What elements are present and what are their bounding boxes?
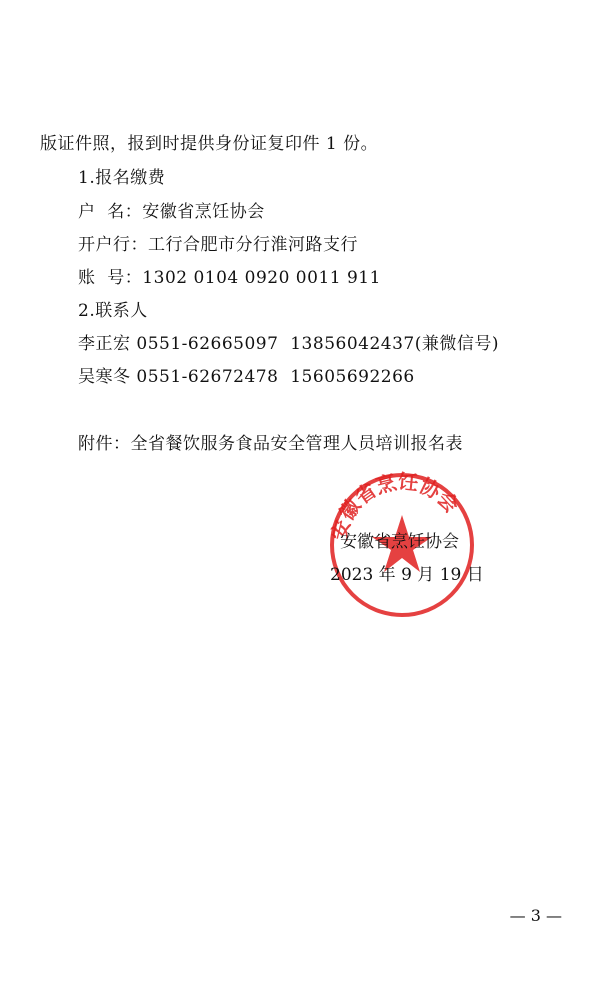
- section2-title: 2.联系人: [78, 301, 148, 321]
- seal-text: 安徽省烹饪协会: [327, 470, 464, 543]
- contact-line-1: 李正宏 0551-62665097 13856042437(兼微信号): [78, 334, 499, 354]
- contact-line-2: 吴寒冬 0551-62672478 15605692266: [78, 367, 415, 387]
- page-number: — 3 —: [509, 906, 562, 925]
- account-name-line: 户 名：安徽省烹饪协会: [78, 202, 265, 222]
- signature-org: 安徽省烹饪协会: [340, 532, 459, 552]
- bank-line: 开户行：工行合肥市分行淮河路支行: [78, 235, 358, 255]
- signature-date: 2023 年 9 月 19 日: [330, 565, 484, 585]
- section1-title: 1.报名缴费: [78, 168, 166, 188]
- account-number-line: 账 号：1302 0104 0920 0011 911: [78, 268, 381, 288]
- attachment-line: 附件：全省餐饮服务食品安全管理人员培训报名表: [78, 434, 463, 454]
- intro-line: 版证件照，报到时提供身份证复印件 1 份。: [40, 134, 379, 154]
